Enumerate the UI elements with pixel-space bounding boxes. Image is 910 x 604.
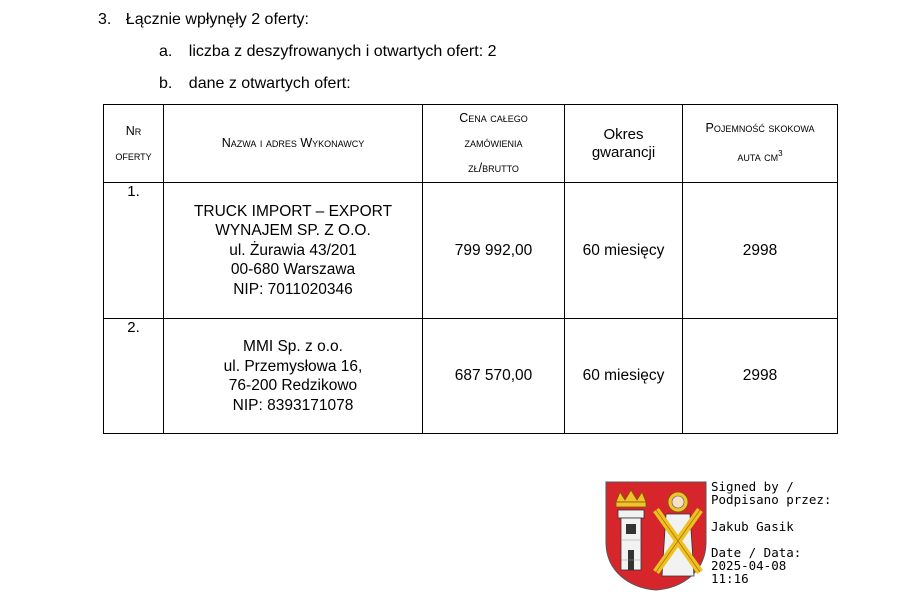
header-warranty-line2: gwarancji (591, 143, 656, 161)
offer-nr: 2. (104, 319, 164, 434)
table-row (104, 319, 838, 434)
list-number: 3. (98, 11, 112, 28)
company-line: 00-680 Warszawa (230, 261, 356, 279)
header-name (164, 105, 423, 183)
list-item-b (159, 75, 351, 93)
list-text: Łącznie wpłynęły 2 oferty: (125, 11, 309, 28)
company-line: ul. Przemysłowa 16, (223, 357, 363, 375)
offer-warranty: 60 miesięcy (565, 183, 683, 319)
header-price-line3: zł/brutto (468, 161, 519, 175)
header-capacity-unit: auta cm (737, 150, 779, 165)
company-line: 76-200 Redzikowo (228, 377, 358, 394)
list-item-a (159, 43, 496, 61)
list-item-3 (98, 11, 309, 29)
header-price-line1: Cena całego (459, 111, 528, 125)
company-line: MMI Sp. z o.o. (243, 338, 343, 355)
header-nr-line2: oferty (115, 148, 152, 163)
table-row (104, 183, 838, 319)
header-price-line2: zamówienia (464, 136, 523, 150)
offer-capacity: 2998 (683, 319, 838, 434)
table-header-row (104, 105, 838, 183)
company-line: TRUCK IMPORT – EXPORT (193, 202, 393, 220)
signature-time: 11:16 (711, 571, 749, 586)
coat-of-arms-icon (604, 480, 708, 592)
header-capacity-line2 (683, 141, 837, 170)
offer-nr: 1. (104, 183, 164, 319)
company-line: NIP: 8393171078 (232, 396, 354, 414)
date-label: Date / Data: (711, 545, 802, 560)
signed-by-label: Signed by / (711, 479, 794, 494)
signer-name: Jakub Gasik (711, 519, 794, 534)
company-line: ul. Żurawia 43/201 (229, 241, 357, 259)
header-nr (104, 105, 164, 183)
signature-date: 2025-04-08 (711, 558, 787, 573)
header-capacity (683, 105, 838, 183)
offer-price: 687 570,00 (423, 319, 565, 434)
header-price (423, 105, 565, 183)
offer-warranty: 60 miesięcy (565, 319, 683, 434)
header-warranty-line1: Okres (603, 125, 644, 143)
offer-price: 799 992,00 (423, 183, 565, 319)
signed-by-label-pl: Podpisano przez: (711, 492, 832, 507)
list-letter: a. (159, 43, 173, 60)
header-name-text: Nazwa i adres Wykonawcy (221, 136, 365, 150)
offer-company (164, 319, 423, 434)
company-line: NIP: 7011020346 (233, 280, 353, 298)
company-line: WYNAJEM SP. Z O.O. (215, 222, 371, 240)
header-capacity-sup: 3 (778, 149, 783, 159)
digital-signature (711, 480, 901, 585)
offers-table (103, 104, 838, 434)
header-nr-line1: Nr (125, 123, 142, 138)
offer-capacity: 2998 (683, 183, 838, 319)
list-text: liczba z deszyfrowanych i otwartych ofert: 2 (188, 43, 497, 60)
header-capacity-line1: Pojemność skokowa (705, 121, 815, 136)
list-letter: b. (159, 75, 173, 92)
header-warranty (565, 105, 683, 183)
list-text: dane z otwartych ofert: (188, 75, 351, 92)
offer-company (164, 183, 423, 319)
